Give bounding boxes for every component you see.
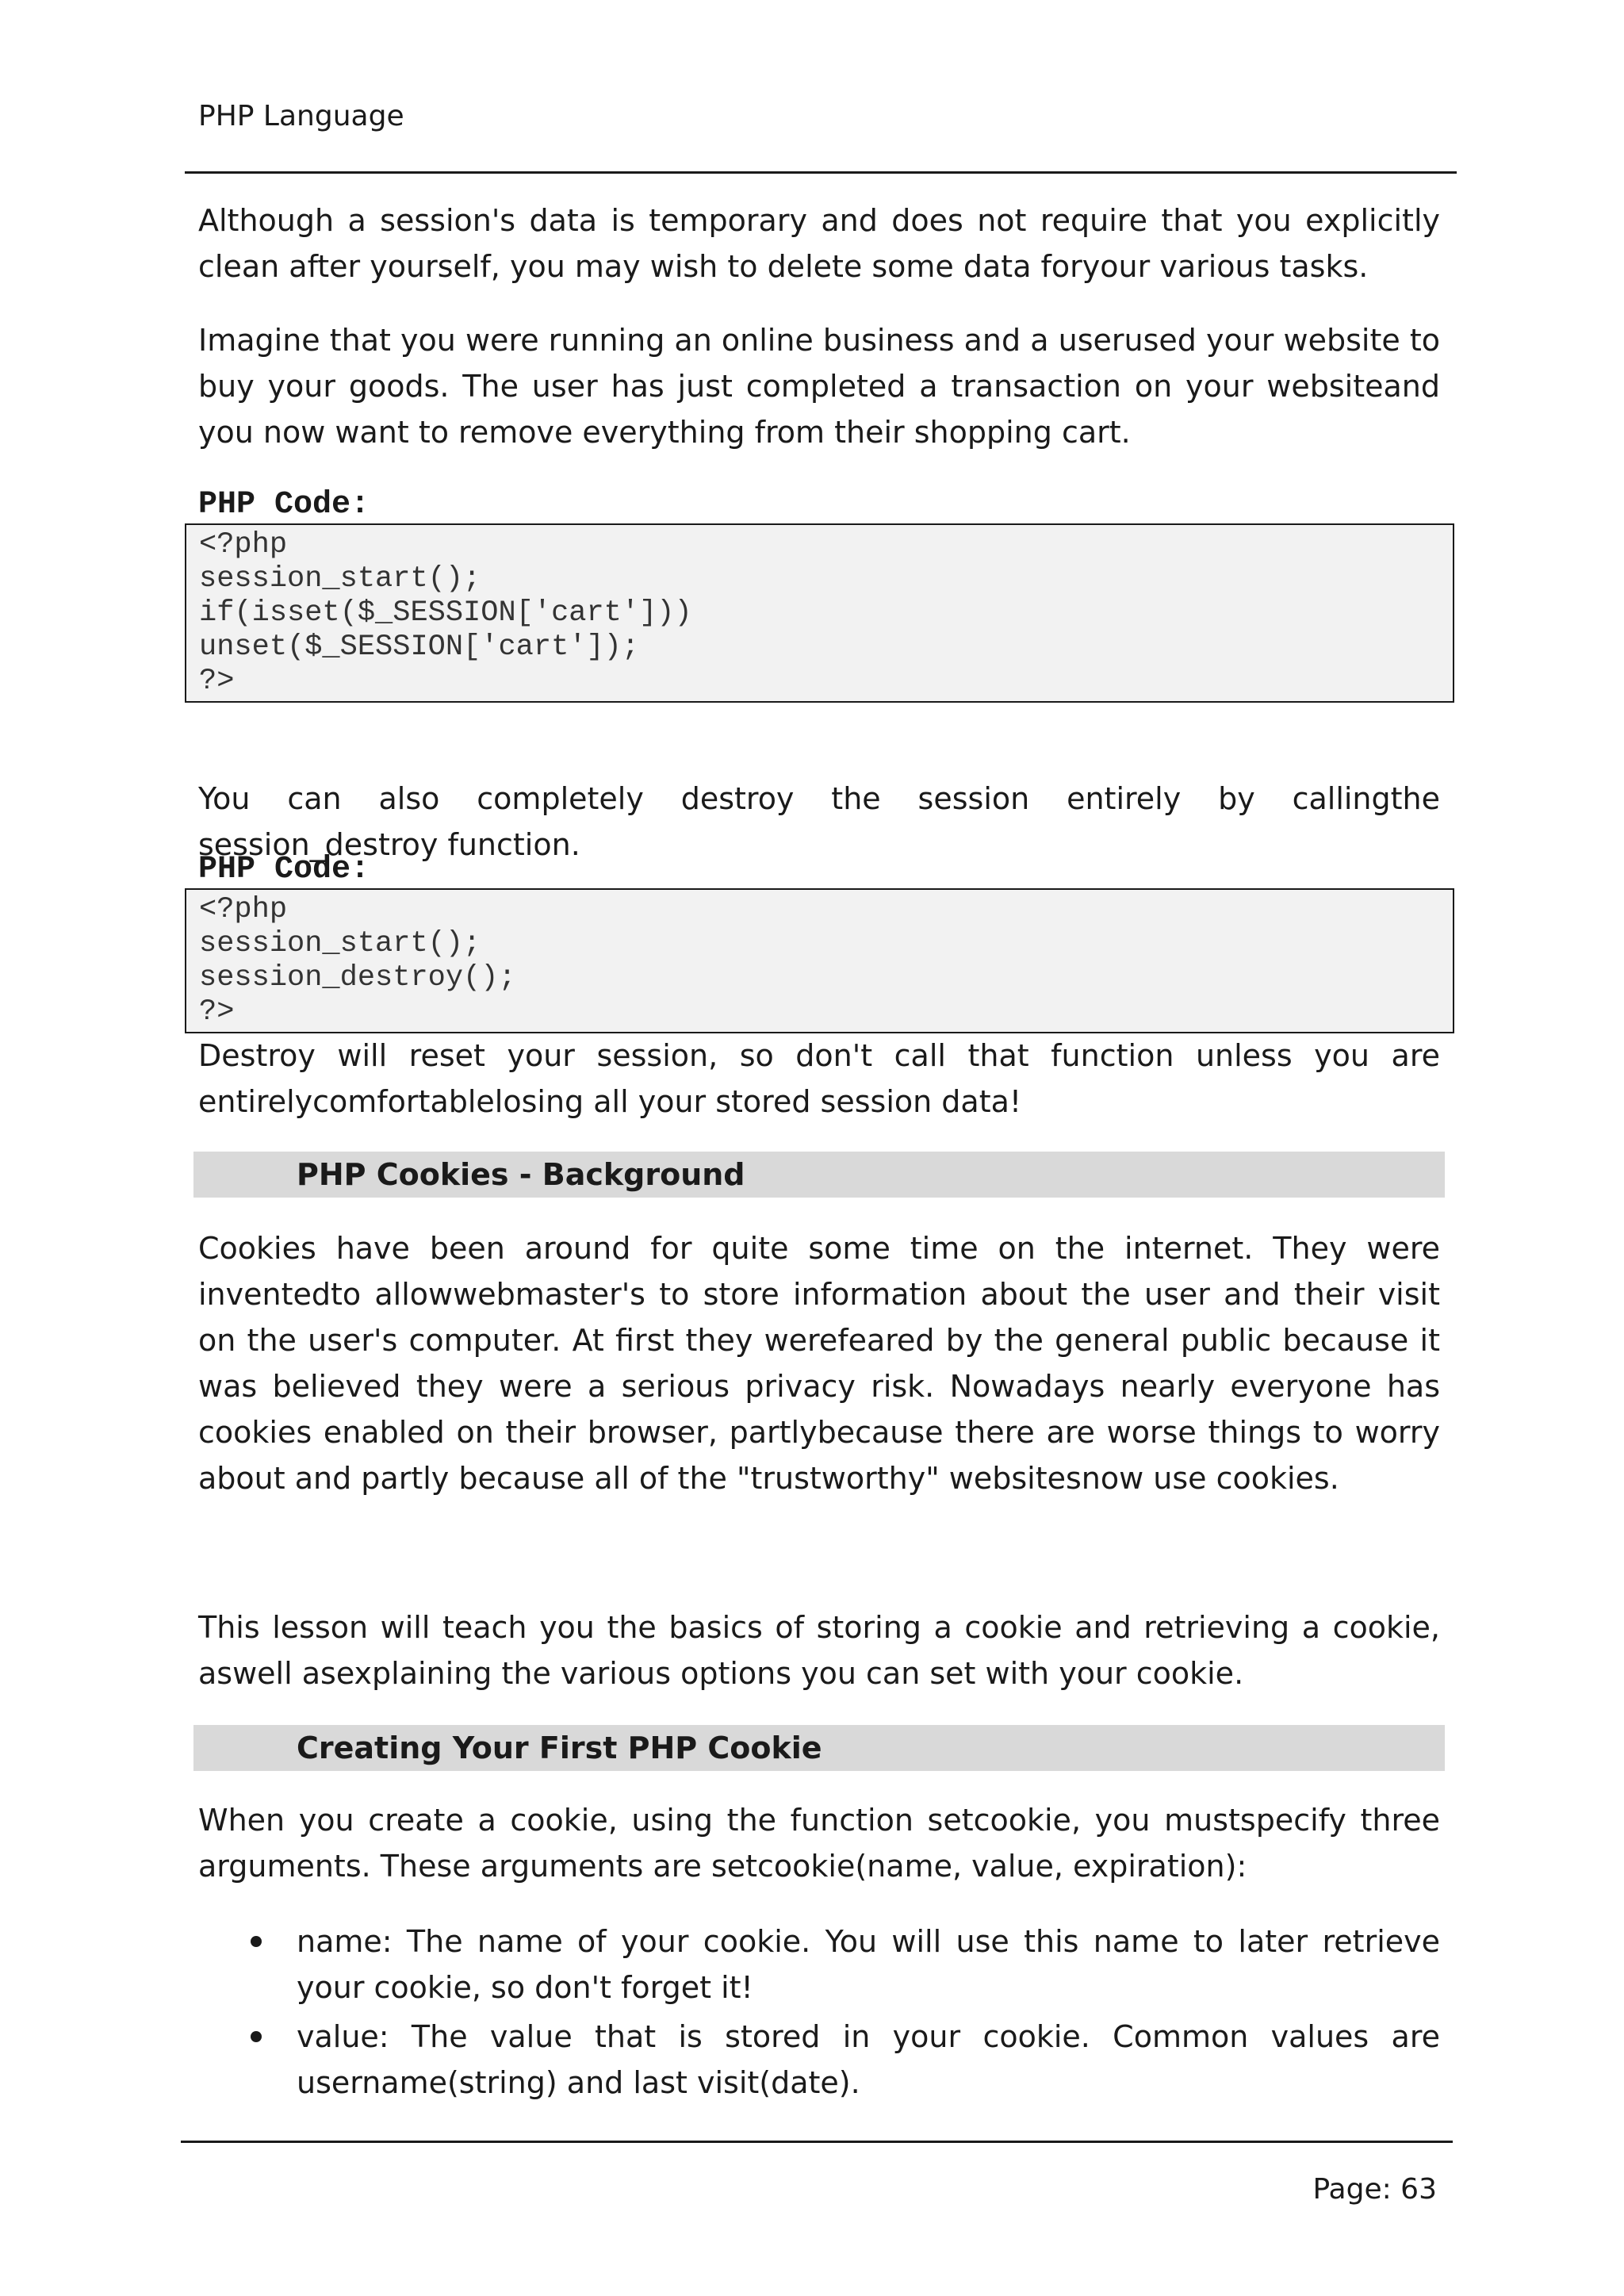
bullet-icon	[251, 1936, 262, 1947]
code-line: session_start();	[199, 562, 481, 596]
paragraph-4-line-1: Destroy will reset your session, so don't call that function unless you are	[198, 1038, 1440, 1073]
list-item	[198, 1918, 1440, 2010]
code-block-1	[185, 523, 1454, 703]
code-line: ?>	[199, 995, 235, 1029]
section-heading-bar	[193, 1152, 1445, 1198]
list-item	[198, 2014, 1440, 2106]
section-heading-first-cookie: Creating Your First PHP Cookie	[297, 1731, 822, 1765]
bullet-icon	[251, 2031, 262, 2042]
page-number: Page: 63	[1312, 2173, 1437, 2206]
code-line: <?php	[199, 893, 288, 926]
code-block-2	[185, 888, 1454, 1033]
code-line: <?php	[199, 528, 288, 562]
list-item-text: name: The name of your cookie. You will use this name to later retrieve your cookie, so don't forget it!	[297, 1924, 1440, 2005]
code-label-1: PHP Code:	[198, 487, 370, 523]
code-line: session_start();	[199, 927, 481, 960]
paragraph-5: Cookies have been around for quite some time on the internet. They were inventedto allowwebmaster's to store information about the user and their visit on the user's computer. At first they werefeared by the general public because it was believed they were a serious privacy risk. Nowadays nearly everyone has cookies enabled on their browser, partlybecause there are worse things to worry about and partly because all of the "trustworthy" websitesnow use cookies.	[198, 1231, 1440, 1496]
argument-list	[198, 1918, 1440, 2106]
section-heading-bar	[193, 1725, 1445, 1771]
list-item-text: value: The value that is stored in your cookie. Common values are username(string) and last visit(date).	[297, 2019, 1440, 2100]
code-line: ?>	[199, 665, 235, 698]
footer-rule	[181, 2141, 1453, 2143]
paragraph-3: You can also completely destroy the session entirely by callingthe session_destroy function.	[198, 781, 1440, 862]
paragraph-1: Although a session's data is temporary and does not require that you explicitly clean after yourself, you may wish to delete some data foryour various tasks.	[198, 203, 1440, 284]
running-header: PHP Language	[198, 100, 404, 132]
paragraph-6: This lesson will teach you the basics of storing a cookie and retrieving a cookie, aswell asexplaining the various options you can set with your cookie.	[198, 1610, 1440, 1691]
section-heading-cookies-background: PHP Cookies - Background	[297, 1157, 745, 1192]
header-rule	[185, 171, 1457, 174]
code-line: session_destroy();	[199, 961, 516, 995]
paragraph-2: Imagine that you were running an online business and a userused your website to buy your goods. The user has just completed a transaction on your websiteand you now want to remove everything from their shopping cart.	[198, 323, 1440, 450]
code-label-2: PHP Code:	[198, 852, 370, 887]
paragraph-7: When you create a cookie, using the function setcookie, you mustspecify three arguments. These arguments are setcookie(name, value, expiration):	[198, 1803, 1440, 1884]
paragraph-4-line-2: entirelycomfortablelosing all your stored session data!	[198, 1084, 1022, 1119]
code-line: if(isset($_SESSION['cart']))	[199, 596, 692, 630]
code-line: unset($_SESSION['cart']);	[199, 631, 640, 664]
